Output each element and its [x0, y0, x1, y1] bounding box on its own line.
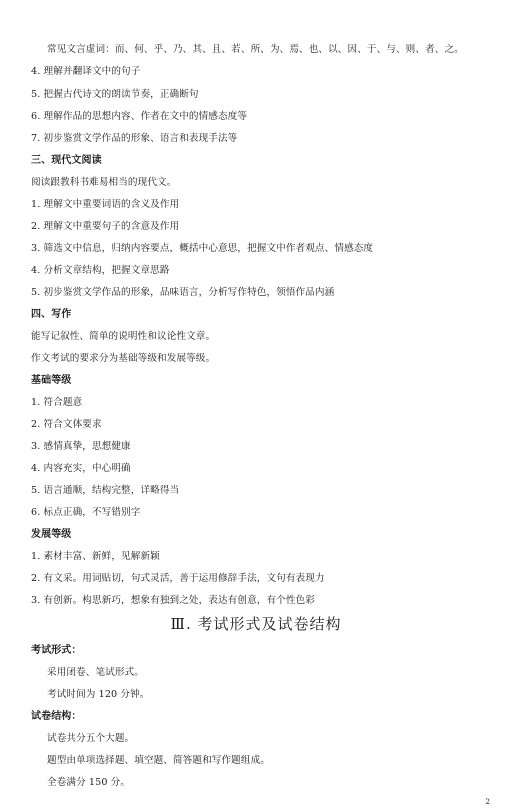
- text-line: 3. 感情真挚，思想健康: [31, 441, 131, 452]
- subsection-heading: 试卷结构：: [31, 711, 82, 722]
- text-line: 4. 内容充实，中心明确: [31, 463, 131, 474]
- page-number: 2: [485, 798, 490, 806]
- text-line: 5. 语言通顺，结构完整，详略得当: [31, 485, 180, 496]
- text-line: 作文考试的要求分为基础等级和发展等级。: [31, 353, 216, 364]
- text-line: 1. 理解文中重要词语的含义及作用: [31, 199, 180, 210]
- subsection-heading: 基础等级: [31, 375, 72, 386]
- text-line: 6. 理解作品的思想内容、作者在文中的情感态度等: [31, 111, 248, 122]
- text-line: 1. 符合题意: [31, 397, 83, 408]
- text-line: 5. 初步鉴赏文学作品的形象，品味语言，分析写作特色，领悟作品内涵: [31, 287, 335, 298]
- text-line: 4. 理解并翻译文中的句子: [31, 66, 141, 77]
- subsection-heading: 发展等级: [31, 529, 72, 540]
- text-line: 题型由单项选择题、填空题、简答题和写作题组成。: [47, 755, 270, 766]
- text-line: 常见文言虚词：而、何、乎、乃、其、且、若、所、为、焉、也、以、因、于、与、则、者、之。: [47, 44, 464, 55]
- text-line: 试卷共分五个大题。: [47, 733, 135, 744]
- text-line: 3. 筛选文中信息，归纳内容要点，概括中心意思，把握文中作者观点、情感态度: [31, 243, 374, 254]
- text-line: 能写记叙性、简单的说明性和议论性文章。: [31, 331, 216, 342]
- text-line: 1. 素材丰富、新鲜，见解新颖: [31, 551, 160, 562]
- subsection-heading: 考试形式：: [31, 645, 82, 656]
- text-line: 2. 理解文中重要句子的含意及作用: [31, 221, 180, 232]
- text-line: 采用闭卷、笔试形式。: [47, 667, 144, 678]
- text-line: 4. 分析文章结构，把握文章思路: [31, 265, 170, 276]
- section-heading: 四、写作: [31, 309, 72, 320]
- text-line: 6. 标点正确，不写错别字: [31, 507, 141, 518]
- text-line: 考试时间为 120 分钟。: [47, 689, 150, 700]
- section-heading: 三、现代文阅读: [31, 155, 102, 166]
- text-line: 2. 符合文体要求: [31, 419, 102, 430]
- text-line: 阅读跟教科书难易相当的现代文。: [31, 177, 177, 188]
- text-line: 7. 初步鉴赏文学作品的形象、语言和表现手法等: [31, 133, 238, 144]
- text-line: 5. 把握古代诗文的朗读节奏，正确断句: [31, 89, 199, 100]
- chapter-title: Ⅲ. 考试形式及试卷结构: [170, 615, 342, 633]
- text-line: 2. 有文采。用词贴切，句式灵活，善于运用修辞手法，文句有表现力: [31, 573, 325, 584]
- text-line: 全卷满分 150 分。: [47, 777, 131, 788]
- text-line: 3. 有创新。构思新巧，想象有独到之处，表达有创意，有个性色彩: [31, 595, 315, 606]
